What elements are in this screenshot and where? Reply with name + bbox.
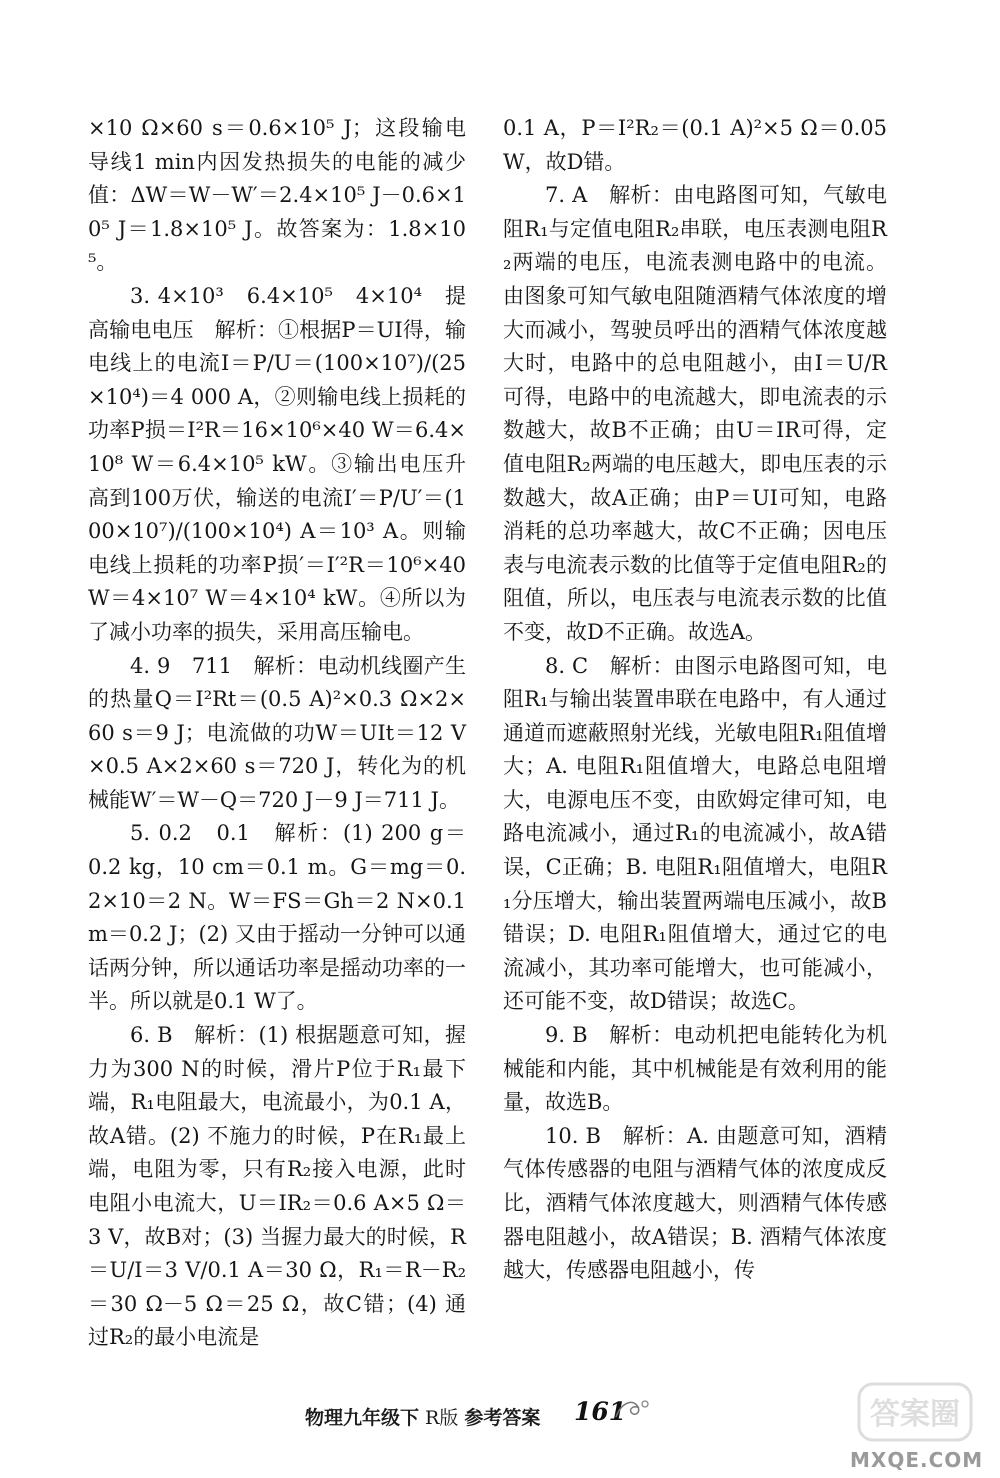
page-number: 161 — [574, 1397, 627, 1426]
swirl-ornament-icon — [612, 1395, 652, 1425]
footer-title — [305, 1403, 540, 1430]
answer-10: 10. B 解析：A. 由题意可知，酒精气体传感器的电阻与酒精气体的浓度成反比，酒精气体浓度越大，则酒精气体传感器电阻越小，故A错误；B. 酒精气体浓度越大，传感器电阻越小，传 — [503, 1123, 887, 1283]
footer-book-title: 物理九年级下 — [305, 1407, 420, 1429]
page-footer — [0, 1395, 1000, 1435]
answer-2-continued: ×10 Ω×60 s＝0.6×10⁵ J；这段输电导线1 min内因发热损失的电能的减少值：ΔW＝W－W′＝2.4×10⁵ J－0.6×10⁵ J＝1.8×10⁵ J。故答案为：1.8×10⁵。 — [88, 116, 466, 275]
right-column — [503, 112, 887, 1288]
watermark-site-text: MXQE.COM — [850, 1448, 984, 1472]
answer-3: 3. 4×10³ 6.4×10⁵ 4×10⁴ 提高输电电压 解析：①根据P＝UI得，输电线上的电流I＝P/U＝(100×10⁷)/(25×10⁴)＝4 000 A，②则输电线上损耗的功率P损＝I²R＝16×10⁶×40 W＝6.4×10⁸ W＝6.4×10⁵ kW。③输出电压升高到100万伏，输送的电流I′＝P/U′＝(100×10⁷)/(100×10⁴) A＝10³ A。则输电线上损耗的功率P损′＝I′²R＝10⁶×40 W＝4×10⁷ W＝4×10⁴ kW。④所以为了减小功率的损失，采用高压输电。 — [88, 283, 466, 644]
svg-text:答案圈: 答案圈 — [870, 1397, 960, 1432]
answer-9: 9. B 解析：电动机把电能转化为机械能和内能，其中机械能是有效利用的能量，故选B。 — [503, 1023, 887, 1115]
answer-6: 6. B 解析：(1) 根据题意可知，握力为300 N的时候，滑片P位于R₁最下端，R₁电阻最大，电流最小，为0.1 A，故A错。(2) 不施力的时候，P在R₁最上端，电阻为零，只有R₂接入电源，此时电阻小电流大，U＝IR₂＝0.6 A×5 Ω＝3 V，故B对；(3) 当握力最大的时候，R＝U/I＝3 V/0.1 A＝30 Ω，R₁＝R－R₂＝30 Ω－5 Ω＝25 Ω，故C错；(4) 通过R₂的最小电流是 — [88, 1023, 466, 1350]
footer-label: 参考答案 — [464, 1407, 541, 1429]
left-column — [88, 112, 466, 1355]
answer-5: 5. 0.2 0.1 解析：(1) 200 g＝0.2 kg，10 cm＝0.1 m。G＝mg＝0.2×10＝2 N。W＝FS＝Gh＝2 N×0.1 m＝0.2 J；(2) 又由于摇动一分钟可以通话两分钟，所以通话功率是摇动功率的一半。所以就是0.1 W了。 — [88, 821, 466, 1014]
answer-7: 7. A 解析：由电路图可知，气敏电阻R₁与定值电阻R₂串联，电压表测电阻R₂两端的电压，电流表测电路中的电流。由图象可知气敏电阻随酒精气体浓度的增大而减小，驾驶员呼出的酒精气体浓度越大时，电路中的总电阻越小，由I＝U/R可得，电路中的电流越大，即电流表的示数越大，故B不正确；由U＝IR可得，定值电阻R₂两端的电压越大，即电压表的示数越大，故A正确；由P＝UI可知，电路消耗的总功率越大，故C不正确；因电压表与电流表示数的比值等于定值电阻R₂的阻值，所以，电压表与电流表示数的比值不变，故D不正确。故选A。 — [503, 183, 887, 644]
footer-edition: R版 — [425, 1407, 459, 1429]
answer-4: 4. 9 711 解析：电动机线圈产生的热量Q＝I²Rt＝(0.5 A)²×0.3 Ω×2×60 s＝9 J；电流做的功W＝UIt＝12 V×0.5 A×2×60 s＝720 J，转化为的机械能W′＝W－Q＝720 J－9 J＝711 J。 — [88, 653, 466, 812]
answer-8: 8. C 解析：由图示电路图可知，电阻R₁与输出装置串联在电路中，有人通过通道而遮蔽照射光线，光敏电阻R₁阻值增大；A. 电阻R₁阻值增大，电路总电阻增大，电源电压不变，由欧姆定律可知，电路电流减小，通过R₁的电流减小，故A错误，C正确；B. 电阻R₁阻值增大，电阻R₁分压增大，输出装置两端电压减小，故B错误；D. 电阻R₁阻值增大，通过它的电流减小，其功率可能增大，也可能减小，还可能不变，故D错误；故选C。 — [503, 653, 887, 1014]
answer-6-continued: 0.1 A，P＝I²R₂＝(0.1 A)²×5 Ω＝0.05 W，故D错。 — [503, 116, 887, 174]
